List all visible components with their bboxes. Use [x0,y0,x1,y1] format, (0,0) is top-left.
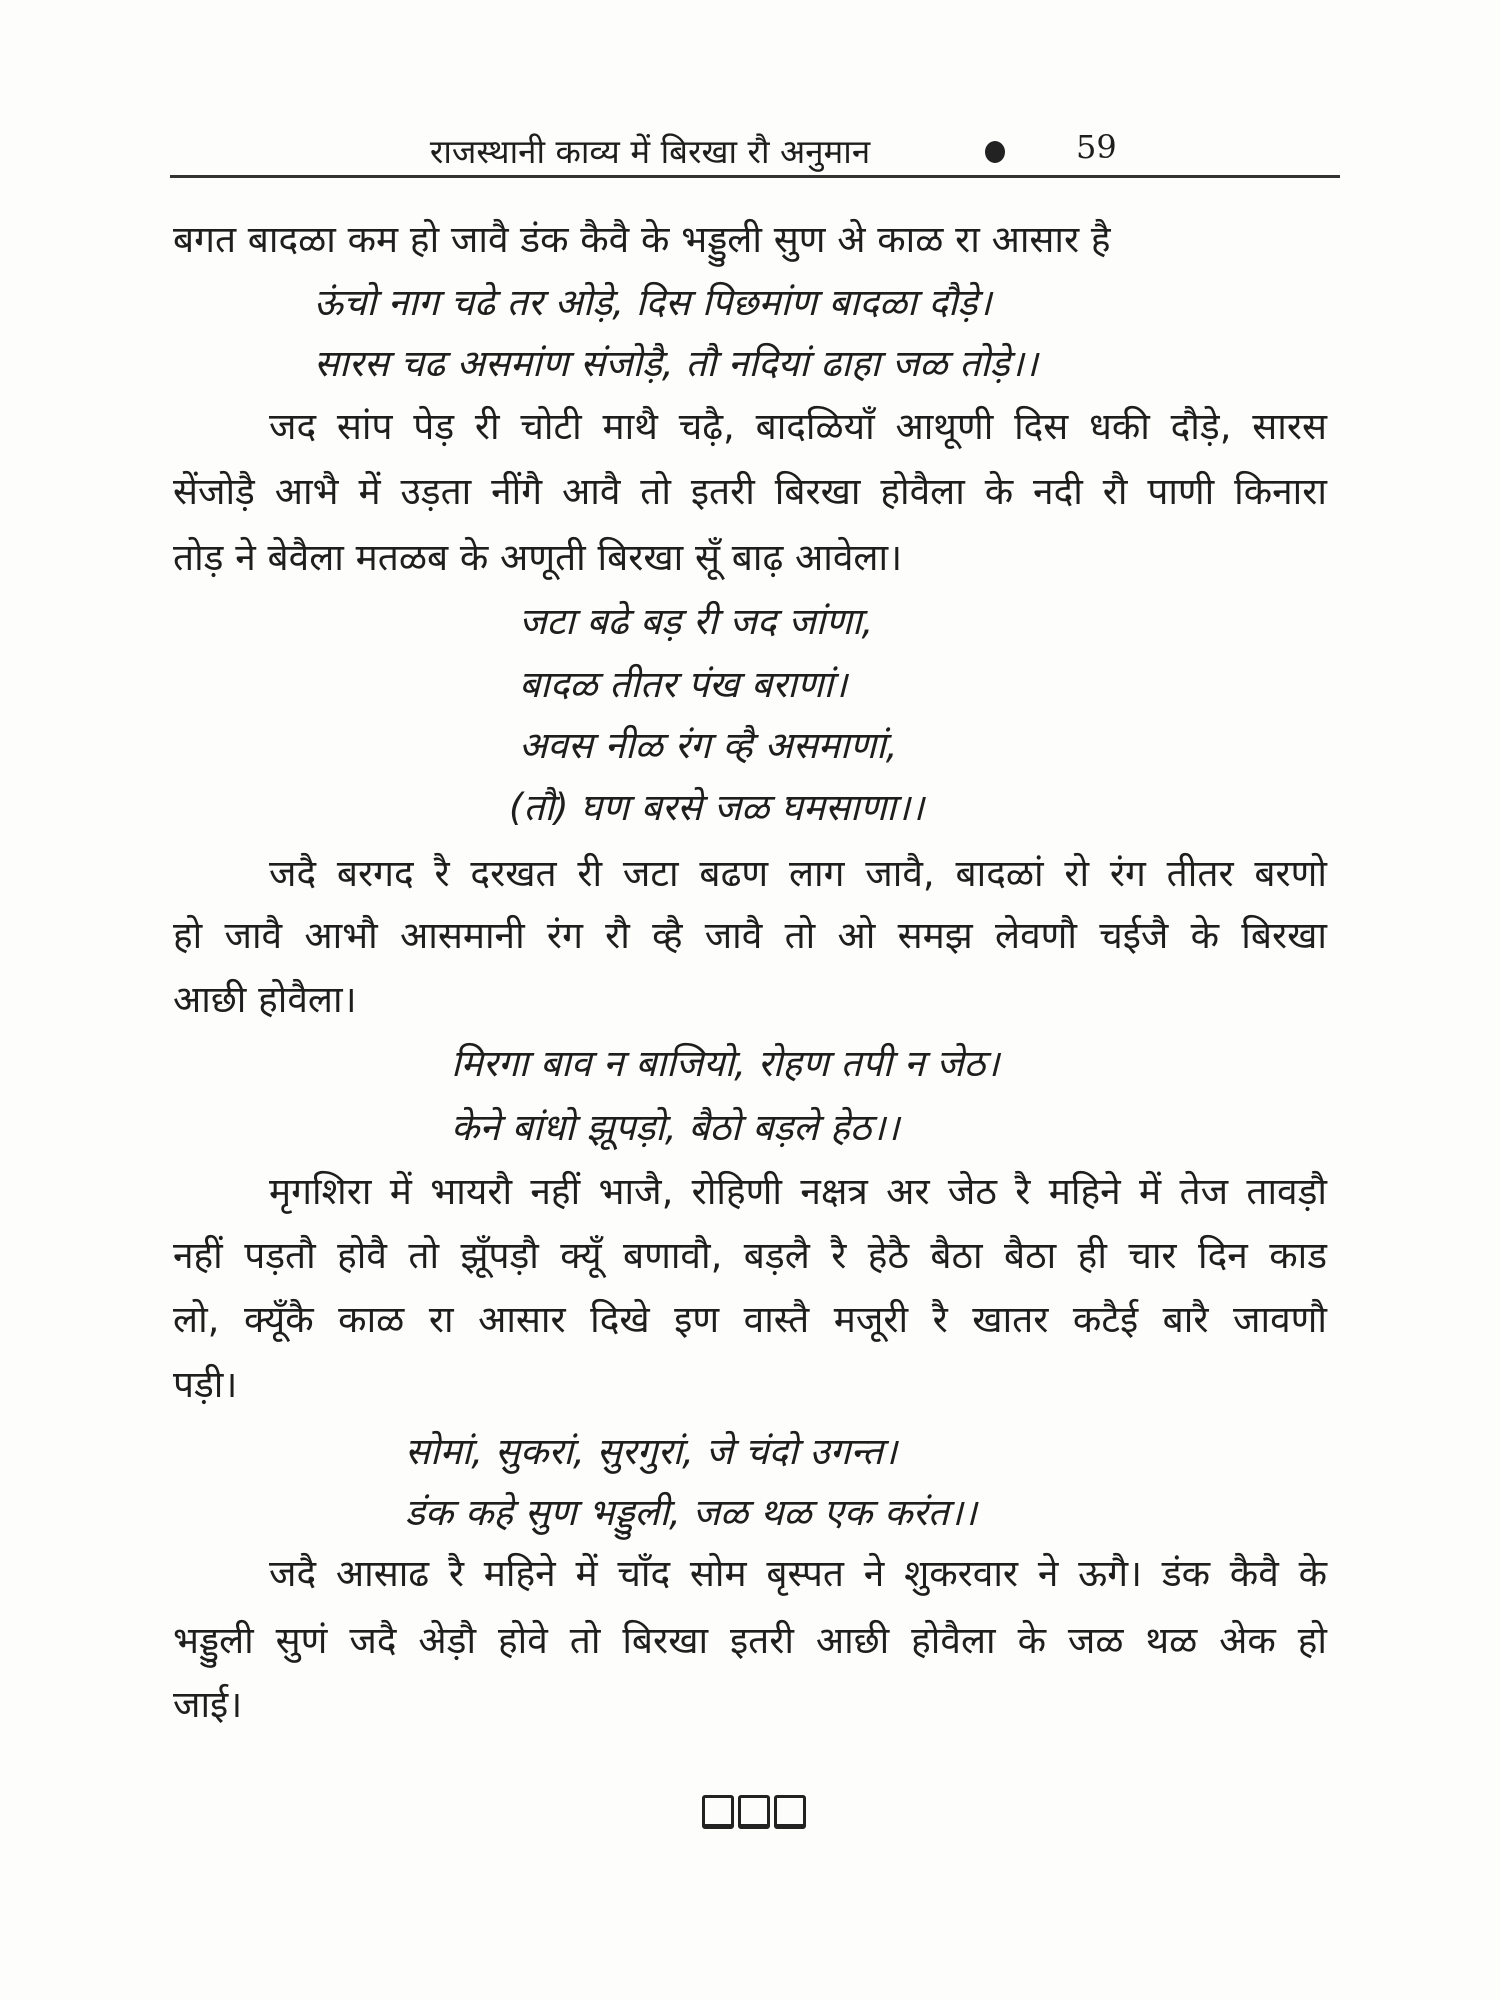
end-box-icon [702,1795,734,1829]
paragraph-line: मृगशिरा में भायरौ नहीं भाजै, रोहिणी नक्षत्र अर जेठ रै महिने में तेज तावड़ौ [269,1170,1327,1213]
paragraph-line: बगत बादळा कम हो जावै डंक कैवै के भड्डुली सुण अे काळ रा आसार है [173,218,1111,261]
paragraph-line: जद सांप पेड़ री चोटी माथै चढ़ै, बादळियाँ आथूणी दिस धकी दौड़े, सारस [269,405,1327,448]
header-rule [170,175,1340,178]
verse-line: अवस नीळ रंग व्है असमाणां, [519,724,898,767]
verse-line: जटा बढे बड़ री जद जांणा, [519,600,874,643]
paragraph-line: जदै बरगद रै दरखत री जटा बढण लाग जावै, बादळां रो रंग तीतर बरणो [269,852,1327,895]
verse-line: डंक कहे सुण भड्डुली, जळ थळ एक करंत।। [405,1491,977,1534]
verse-line: बादळ तीतर पंख बराणां। [519,663,848,706]
paragraph-line: लो, क्यूँकै काळ रा आसार दिखे इण वास्तै मजूरी रै खातर कटैई बारै जावणौ [173,1298,1327,1341]
paragraph-line: जदै आसाढ रै महिने में चाँद सोम बृस्पत ने शुकरवार ने ऊगै। डंक कैवै के [269,1552,1327,1595]
header-bullet [985,141,1005,163]
paragraph-line: जाई। [173,1683,243,1726]
verse-line: केने बांधो झूपड़ो, बैठो बड़ले हेठ।। [451,1106,900,1149]
paragraph-line: भड्डुली सुणं जदै अेड़ौ होवे तो बिरखा इतरी आछी होवैला के जळ थळ अेक हो [173,1619,1327,1662]
page-number: 59 [1076,128,1117,166]
paragraph-line: सेंजोड़ै आभै में उड़ता नींगै आवै तो इतरी बिरखा होवैला के नदी रौ पाणी किनारा [173,470,1327,513]
paragraph-line: तोड़ ने बेवैला मतळब के अणूती बिरखा सूँ बाढ़ आवेला। [173,536,903,579]
paragraph-line: नहीं पड़तौ होवै तो झूँपड़ौ क्यूँ बणावौ, बड़लै रै हेठै बैठा बैठा ही चार दिन काड [173,1234,1327,1277]
header-title: राजस्थानी काव्य में बिरखा रौ अनुमान [429,132,871,171]
paragraph-line: आछी होवैला। [173,978,357,1021]
verse-line: ऊंचो नाग चढे तर ओड़े, दिस पिछमांण बादळा दौड़े। [314,281,992,324]
paragraph-line: हो जावै आभौ आसमानी रंग रौ व्है जावै तो ओ समझ लेवणौ चईजै के बिरखा [173,914,1327,957]
verse-line: (तौ) घण बरसे जळ घमसाणा।। [509,786,925,829]
verse-line: सोमां, सुकरां, सुरगुरां, जे चंदो उगन्त। [405,1430,898,1473]
verse-line: सारस चढ असमांण संजोड़ै, तौ नदियां ढाहा जळ तोड़े।। [314,342,1038,385]
chapter-end-mark [702,1795,806,1829]
end-box-icon [774,1795,806,1829]
verse-line: मिरगा बाव न बाजियो, रोहण तपी न जेठ। [451,1042,1000,1085]
end-box-icon [738,1795,770,1829]
paragraph-line: पड़ी। [173,1363,238,1406]
